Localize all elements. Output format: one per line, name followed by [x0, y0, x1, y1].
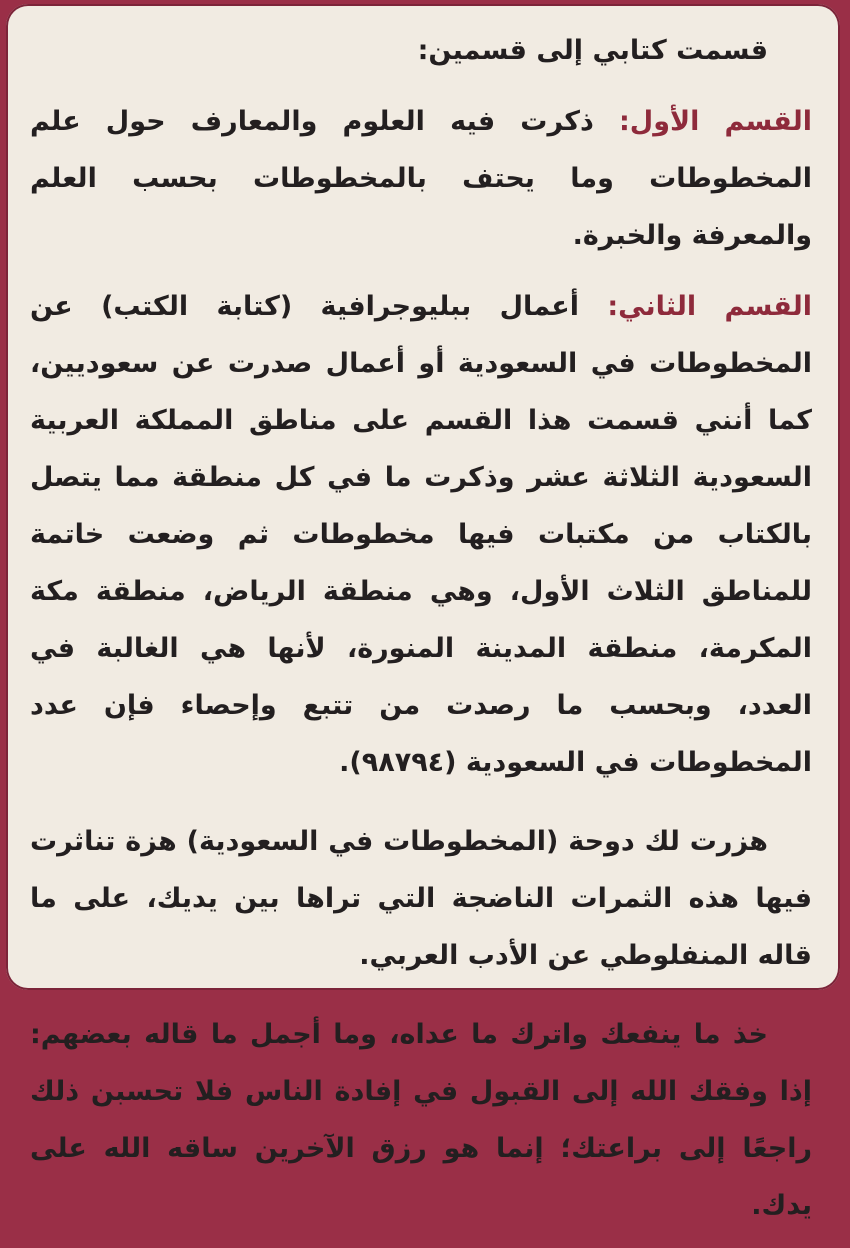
intro-line: قسمت كتابي إلى قسمين: [417, 35, 768, 66]
section-one-paragraph [30, 93, 812, 264]
section-two-label: القسم الثاني: [607, 291, 812, 322]
page-text [30, 22, 812, 1248]
book-page-card [6, 4, 840, 1221]
section-two-paragraph [30, 278, 812, 791]
section-two-text: أعمال ببليوجرافية (كتابة الكتب) عن المخطوطات في السعودية أو أعمال صدرت عن سعوديين، كما أنني قسمت هذا القسم على مناطق المملكة العربية السعودية الثلاثة عشر وذكرت ما في كل منطقة مما يتصل بالكتاب من مكتبات فيها مخطوطات ثم وضعت خاتمة للمناطق الثلاث الأول، وهي منطقة الرياض، منطقة مكة المكرمة، منطقة المدينة المنورة، لأنها هي الغالبة في العدد، وبحسب ما رصدت من تتبع وإحصاء فإن عدد المخطوطات في السعودية (٩٨٧٩٤). [30, 291, 812, 778]
section-one-label: القسم الأول: [618, 106, 812, 137]
section-one-text: ذكرت فيه العلوم والمعارف حول علم المخطوطات وما يحتف بالمخطوطات بحسب العلم والمعرفة والخبرة. [30, 106, 812, 251]
closing-paragraph-1: هزرت لك دوحة (المخطوطات في السعودية) هزة تناثرت فيها هذه الثمرات الناضجة التي تراها بين يديك، على ما قاله المنفلوطي عن الأدب العربي. [30, 826, 812, 971]
closing-paragraph-2: خذ ما ينفعك واترك ما عداه، وما أجمل ما قاله بعضهم: إذا وفقك الله إلى القبول في إفادة الناس فلا تحسبن ذلك راجعًا إلى براعتك؛ إنما هو رزق الآخرين ساقه الله على يدك. [30, 1019, 812, 1221]
